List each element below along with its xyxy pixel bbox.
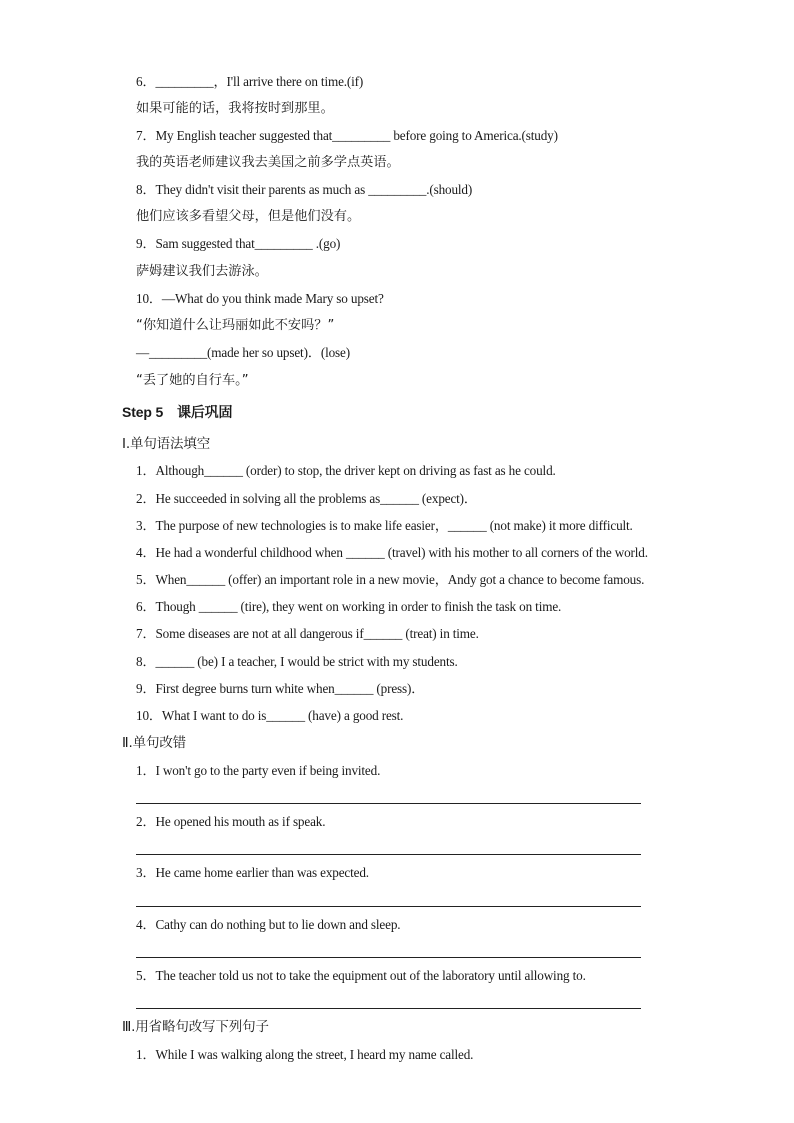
step-title: Step 5 课后巩固 [122, 404, 233, 420]
section-1-item: 2．He succeeded in solving all the problems as______ (expect)． [136, 491, 477, 506]
section-3-title: Ⅲ.用省略句改写下列句子 [122, 1019, 269, 1035]
translation-item-10-answer-cn: “丢了她的自行车。” [136, 373, 249, 388]
section-1-item: 6．Though ______ (tire), they went on working in order to finish the task on time. [136, 599, 562, 614]
translation-item-9-cn: 萨姆建议我们去游泳。 [136, 264, 268, 279]
translation-item-8-cn: 他们应该多看望父母，但是他们没有。 [136, 209, 361, 224]
answer-line[interactable] [136, 906, 641, 907]
translation-item-10: 10．—What do you think made Mary so upset? [136, 291, 384, 306]
section-1-item: 8．______ (be) I a teacher, I would be strict with my students. [136, 654, 458, 669]
section-1-item: 5．When______ (offer) an important role in a new movie，Andy got a chance to become famous. [136, 572, 645, 587]
translation-item-8: 8．They didn't visit their parents as much as _________.(should) [136, 182, 473, 197]
section-3-item: 1．While I was walking along the street, I heard my name called. [136, 1047, 474, 1062]
section-1-item: 4．He had a wonderful childhood when ______ (travel) with his mother to all corners of the world. [136, 545, 648, 560]
section-1-item: 10．What I want to do is______ (have) a good rest. [136, 708, 404, 723]
section-1-item: 9．First degree burns turn white when______ (press)． [136, 681, 425, 696]
translation-item-6: 6．_________，I'll arrive there on time.(if) [136, 74, 364, 89]
translation-item-7: 7．My English teacher suggested that_________ before going to America.(study) [136, 128, 558, 143]
answer-line[interactable] [136, 803, 641, 804]
translation-item-10-cn: “你知道什么让玛丽如此不安吗？” [136, 318, 335, 333]
section-1-item: 1．Although______ (order) to stop, the driver kept on driving as fast as he could. [136, 463, 556, 478]
answer-line[interactable] [136, 957, 641, 958]
section-2-item: 1．I won't go to the party even if being invited. [136, 763, 381, 778]
translation-item-9: 9．Sam suggested that_________ .(go) [136, 236, 341, 251]
translation-item-7-cn: 我的英语老师建议我去美国之前多学点英语。 [136, 155, 400, 170]
section-1-item: 3．The purpose of new technologies is to make life easier，______ (not make) it more difficult. [136, 518, 633, 533]
answer-line[interactable] [136, 854, 641, 855]
section-2-title: Ⅱ.单句改错 [122, 735, 187, 751]
section-1-item: 7．Some diseases are not at all dangerous if______ (treat) in time. [136, 626, 479, 641]
section-2-item: 2．He opened his mouth as if speak. [136, 814, 326, 829]
section-1-title: Ⅰ.单句语法填空 [122, 436, 211, 452]
answer-line[interactable] [136, 1008, 641, 1009]
translation-item-6-cn: 如果可能的话，我将按时到那里。 [136, 101, 334, 116]
section-2-item: 4．Cathy can do nothing but to lie down and sleep. [136, 917, 401, 932]
section-2-item: 3．He came home earlier than was expected. [136, 865, 369, 880]
translation-item-10-answer: —_________(made her so upset)．(lose) [136, 345, 350, 360]
section-2-item: 5．The teacher told us not to take the equipment out of the laboratory until allowing to. [136, 968, 586, 983]
